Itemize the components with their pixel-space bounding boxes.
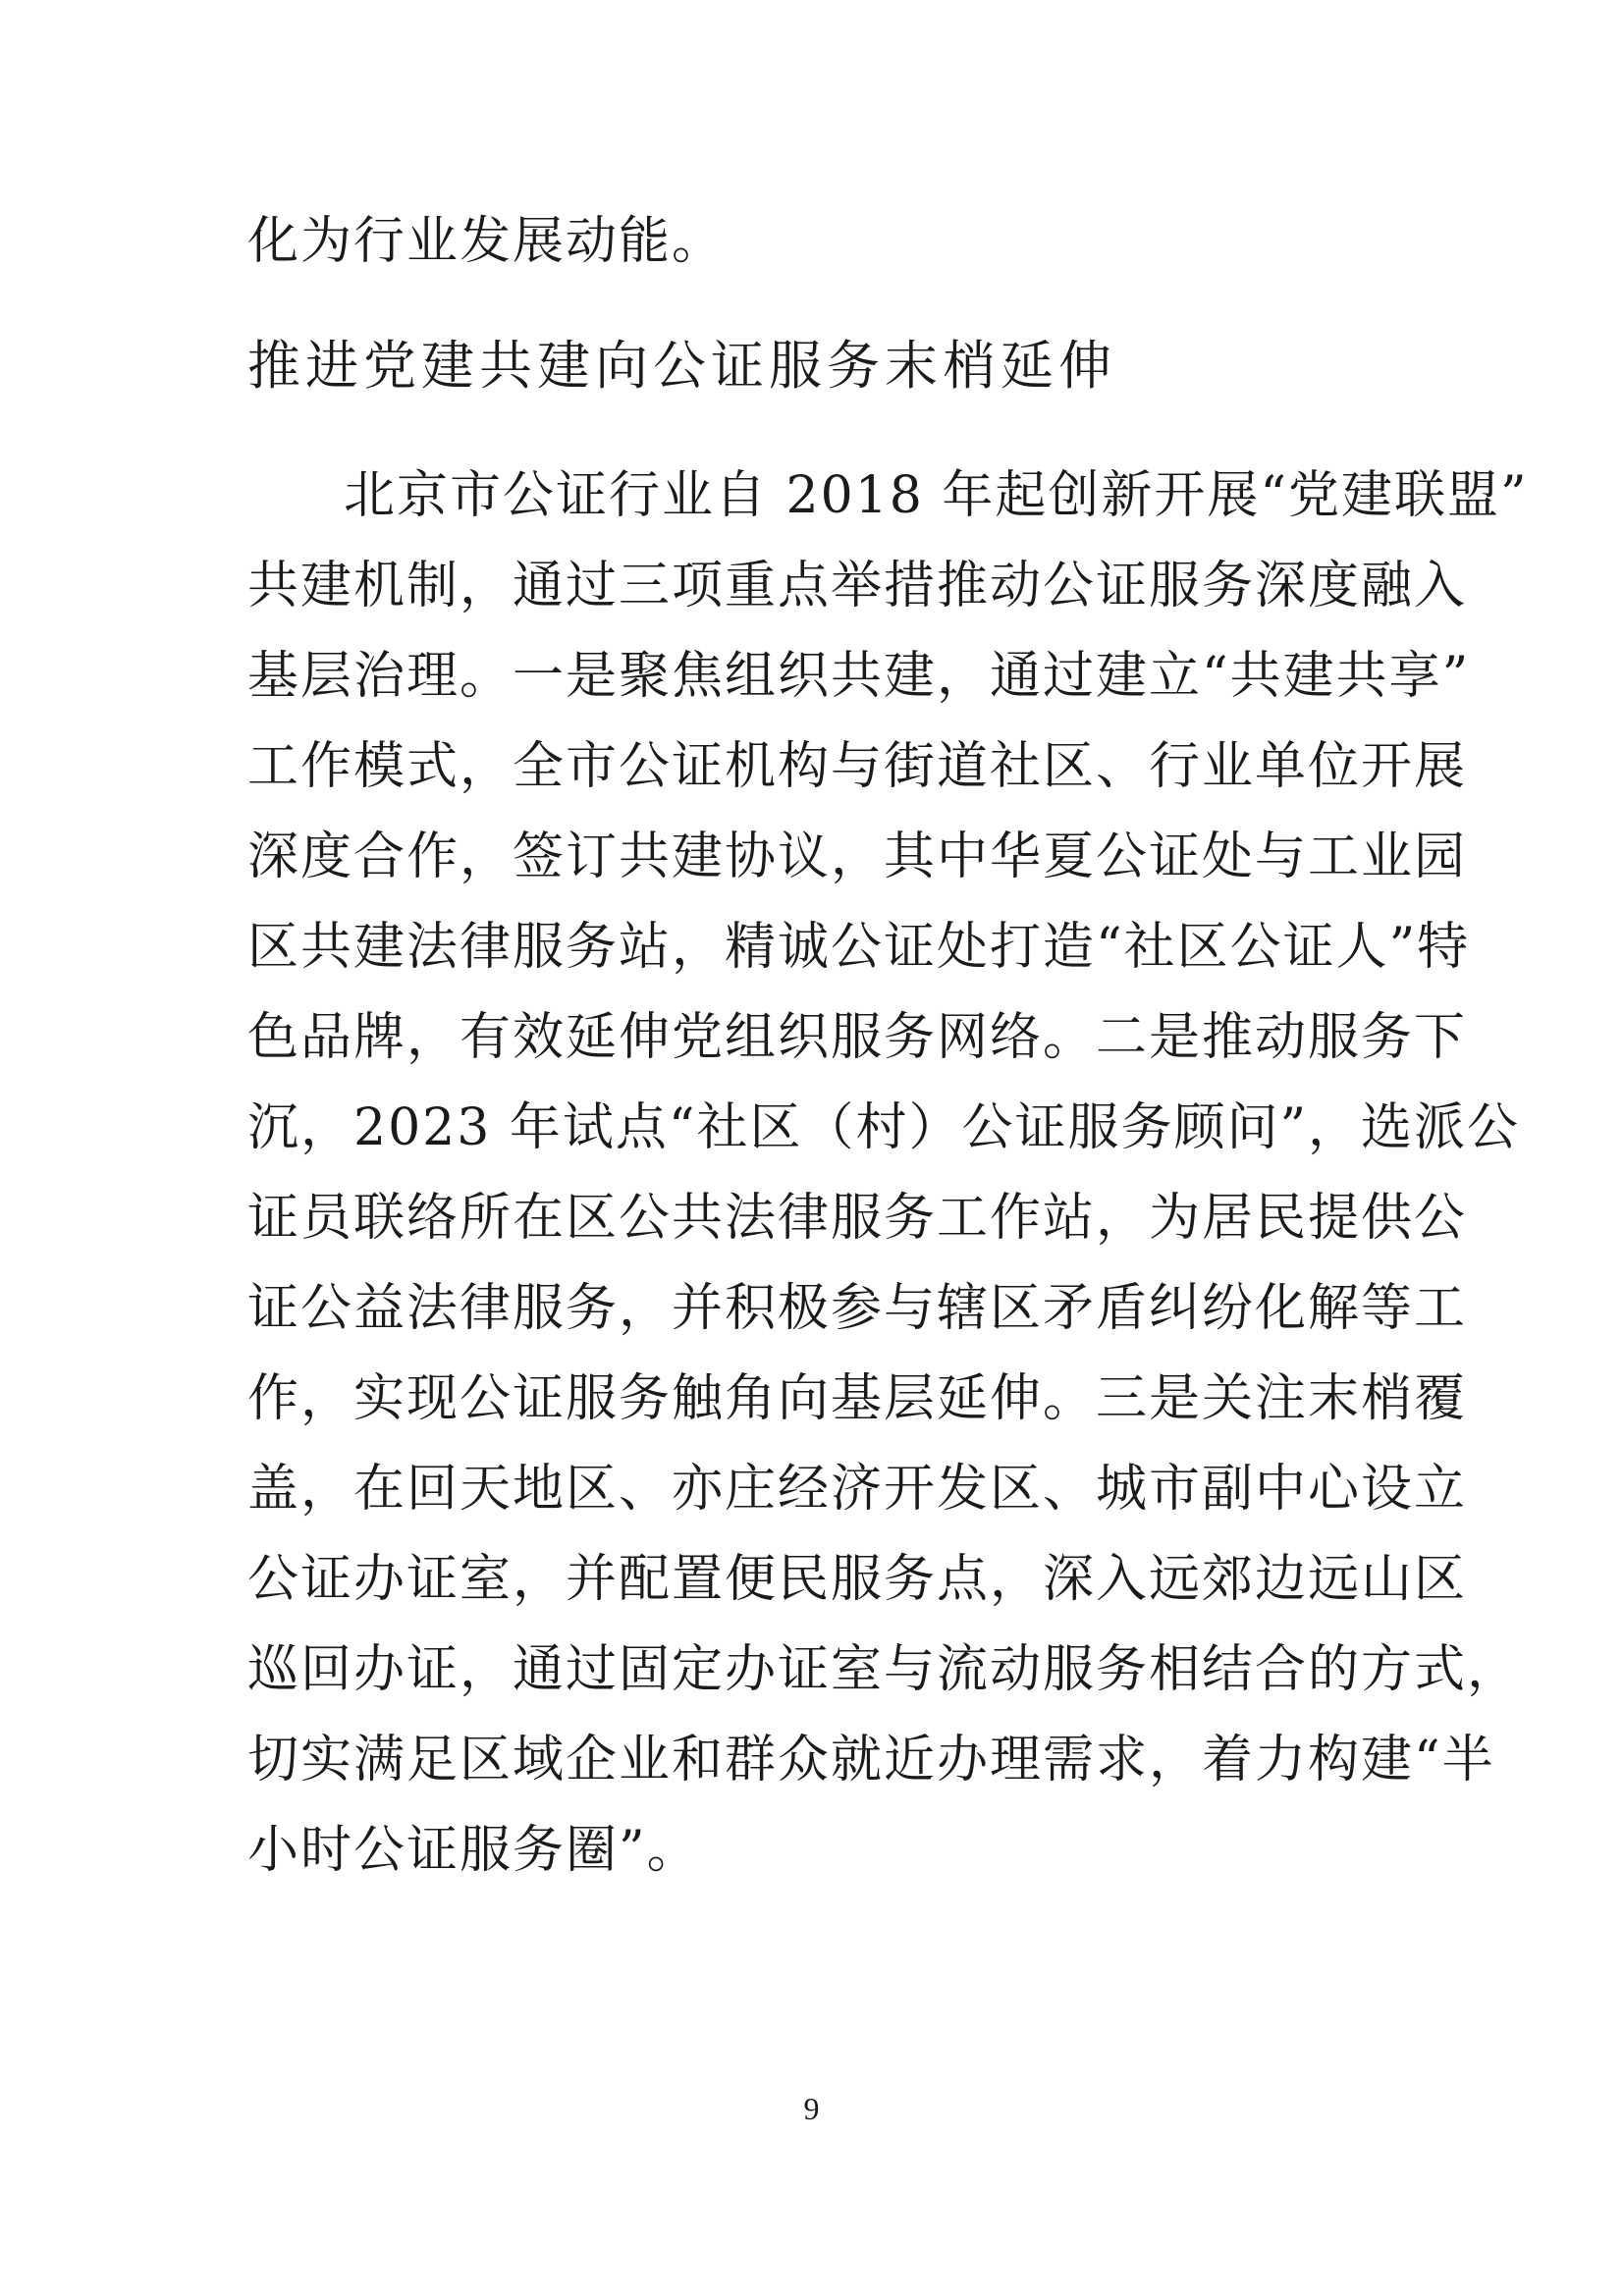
continuation-line: 化为行业发展动能。 <box>247 212 726 271</box>
paragraph-line: 工作模式，全市公证机构与街道社区、行业单位开展 <box>247 737 1468 796</box>
paragraph-line: 证公益法律服务，并积极参与辖区矛盾纠纷化解等工 <box>247 1279 1468 1338</box>
paragraph-line: 北京市公证行业自 2018 年起创新开展“党建联盟” <box>344 466 1529 525</box>
paragraph-line: 作，实现公证服务触角向基层延伸。三是关注末梢覆 <box>247 1369 1468 1428</box>
section-heading: 推进党建共建向公证服务末梢延伸 <box>247 335 1116 397</box>
paragraph-line: 区共建法律服务站，精诚公证处打造“社区公证人”特 <box>247 918 1471 977</box>
paragraph-line: 证员联络所在区公共法律服务工作站，为居民提供公 <box>247 1189 1468 1248</box>
paragraph-line: 沉，2023 年试点“社区（村）公证服务顾问”，选派公 <box>247 1098 1521 1157</box>
paragraph-line: 小时公证服务圈”。 <box>247 1821 700 1880</box>
paragraph-line: 共建机制，通过三项重点举措推动公证服务深度融入 <box>247 557 1468 615</box>
paragraph-line: 深度合作，签订共建协议，其中华夏公证处与工业园 <box>247 828 1468 886</box>
paragraph-line: 公证办证室，并配置便民服务点，深入远郊边远山区 <box>247 1550 1468 1609</box>
paragraph-line: 基层治理。一是聚焦组织共建，通过建立“共建共享” <box>247 647 1471 706</box>
page-number: 9 <box>803 2091 820 2126</box>
paragraph-line: 色品牌，有效延伸党组织服务网络。二是推动服务下 <box>247 1008 1468 1067</box>
paragraph-line: 切实满足区域企业和群众就近办理需求，着力构建“半 <box>247 1731 1495 1789</box>
paragraph-line: 盖，在回天地区、亦庄经济开发区、城市副中心设立 <box>247 1460 1468 1519</box>
paragraph-line: 巡回办证，通过固定办证室与流动服务相结合的方式， <box>247 1640 1521 1699</box>
